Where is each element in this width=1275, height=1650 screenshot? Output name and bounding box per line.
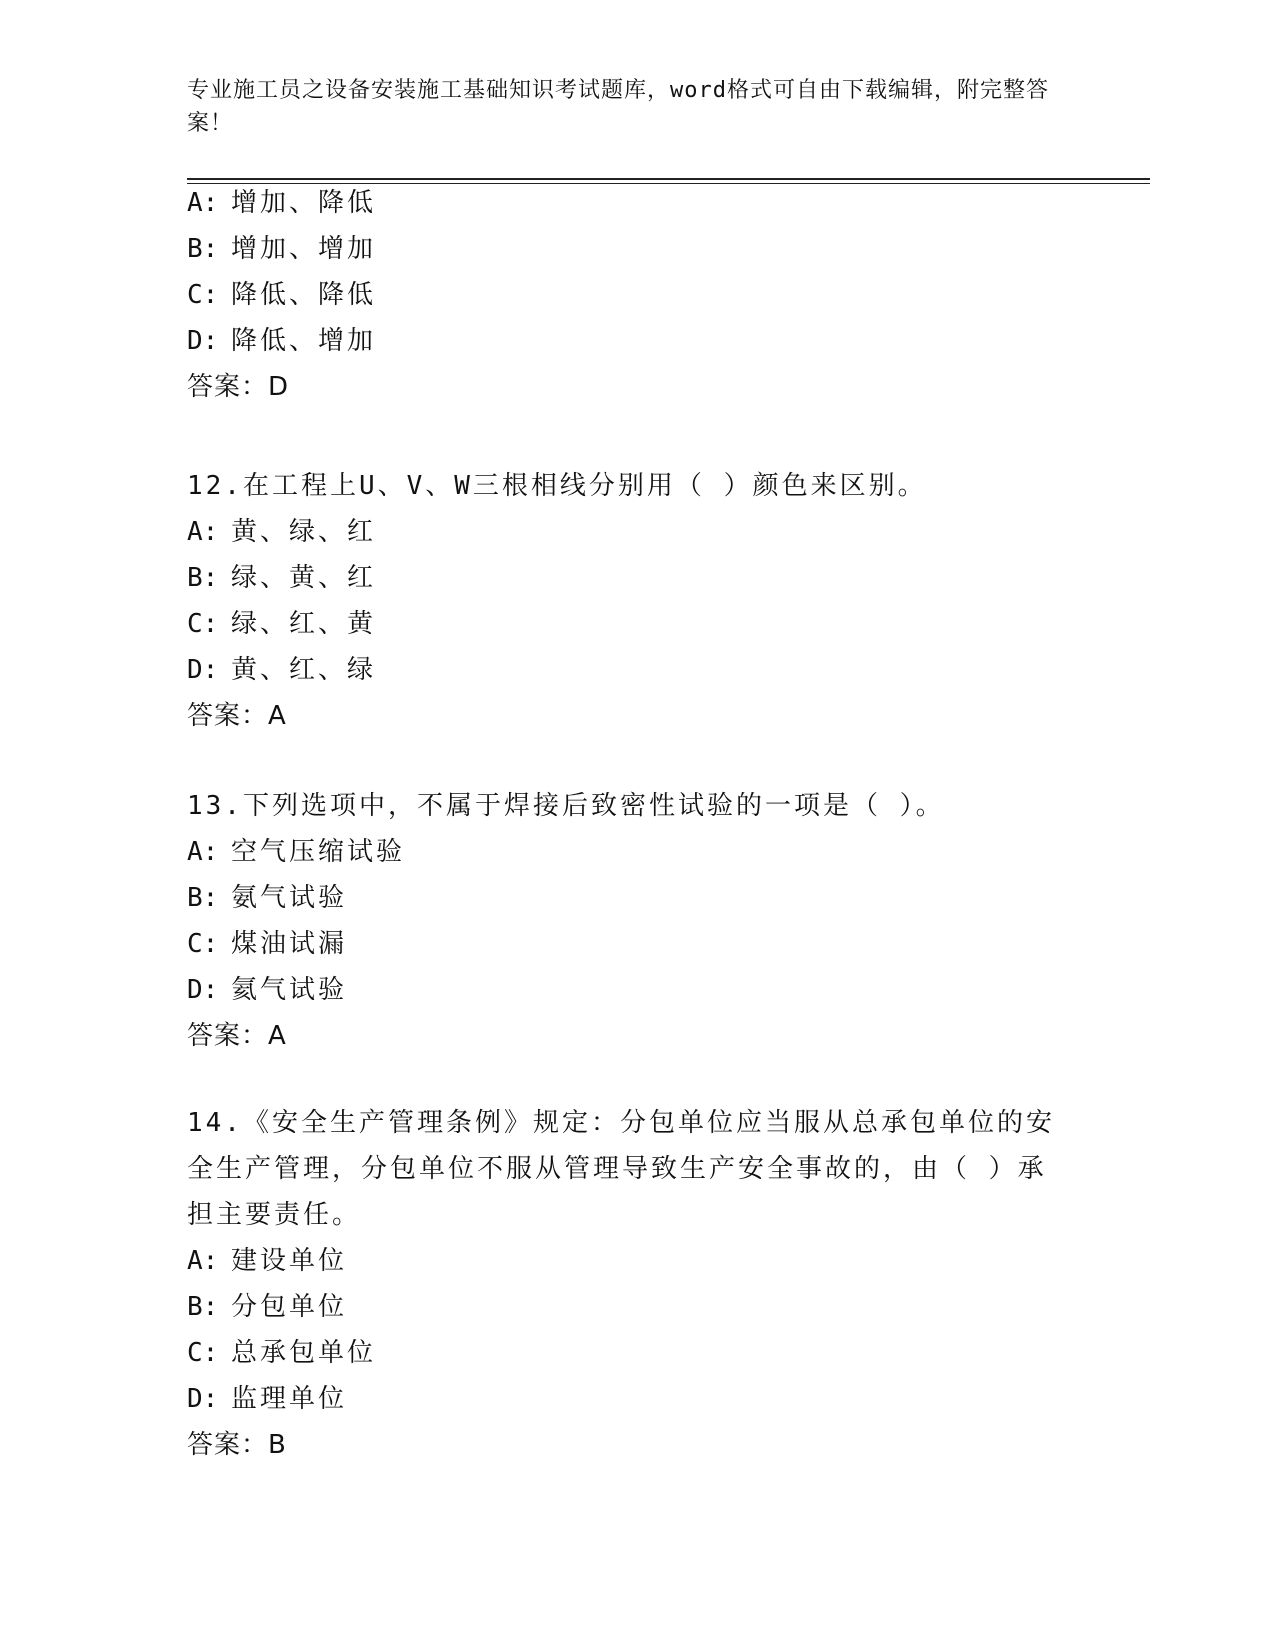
option-row — [187, 318, 1087, 364]
option-row — [187, 226, 1087, 272]
option-row — [187, 180, 1087, 226]
option-text: 增加、降低 — [231, 188, 377, 218]
option-letter: B: — [187, 234, 219, 264]
option-text: 氦气试验 — [231, 975, 348, 1005]
option-text: 氨气试验 — [231, 883, 348, 913]
document-header: 专业施工员之设备安装施工基础知识考试题库，word格式可自由下载编辑，附完整答案！ — [187, 78, 1049, 136]
option-row — [187, 272, 1087, 318]
option-row — [187, 875, 1087, 921]
option-row — [187, 647, 1087, 693]
answer-line: 答案：B — [187, 1430, 287, 1460]
option-letter: C: — [187, 1338, 219, 1368]
option-letter: C: — [187, 609, 219, 639]
answer-line: 答案：A — [187, 701, 287, 731]
option-letter: B: — [187, 883, 219, 913]
question-block-14 — [187, 1100, 1067, 1468]
option-text: 总承包单位 — [231, 1338, 377, 1368]
option-letter: B: — [187, 563, 219, 593]
question-text: 14.《安全生产管理条例》规定：分包单位应当服从总承包单位的安全生产管理，分包单位不服从管理导致生产安全事故的，由（ ）承担主要责任。 — [187, 1108, 1055, 1230]
option-letter: D: — [187, 326, 219, 356]
answer-line: 答案：A — [187, 1021, 287, 1051]
option-text: 分包单位 — [231, 1292, 348, 1322]
option-letter: B: — [187, 1292, 219, 1322]
option-text: 绿、红、黄 — [231, 609, 377, 639]
option-row — [187, 967, 1087, 1013]
question-block-12 — [187, 463, 1087, 739]
answer-line: 答案：D — [187, 372, 290, 402]
option-row — [187, 601, 1087, 647]
option-letter: A: — [187, 1246, 219, 1276]
option-text: 增加、增加 — [231, 234, 377, 264]
option-text: 空气压缩试验 — [231, 837, 406, 867]
continued-question-block — [187, 180, 1087, 410]
option-letter: A: — [187, 188, 219, 218]
option-text: 建设单位 — [231, 1246, 348, 1276]
option-row — [187, 1238, 1067, 1284]
option-text: 降低、增加 — [231, 326, 377, 356]
option-letter: D: — [187, 1384, 219, 1414]
question-text: 12.在工程上U、V、W三根相线分别用（ ）颜色来区别。 — [187, 471, 927, 501]
option-text: 绿、黄、红 — [231, 563, 377, 593]
option-letter: A: — [187, 837, 219, 867]
option-row — [187, 1330, 1067, 1376]
option-letter: D: — [187, 975, 219, 1005]
option-letter: C: — [187, 280, 219, 310]
option-row — [187, 509, 1087, 555]
option-letter: D: — [187, 655, 219, 685]
option-text: 煤油试漏 — [231, 929, 348, 959]
option-row — [187, 1284, 1067, 1330]
option-text: 黄、绿、红 — [231, 517, 377, 547]
option-row — [187, 555, 1087, 601]
option-letter: C: — [187, 929, 219, 959]
option-text: 降低、降低 — [231, 280, 377, 310]
option-row — [187, 1376, 1067, 1422]
option-row — [187, 921, 1087, 967]
option-text: 黄、红、绿 — [231, 655, 377, 685]
question-text: 13.下列选项中，不属于焊接后致密性试验的一项是（ ）。 — [187, 791, 945, 821]
option-text: 监理单位 — [231, 1384, 348, 1414]
option-row — [187, 829, 1087, 875]
question-block-13 — [187, 783, 1087, 1059]
option-letter: A: — [187, 517, 219, 547]
